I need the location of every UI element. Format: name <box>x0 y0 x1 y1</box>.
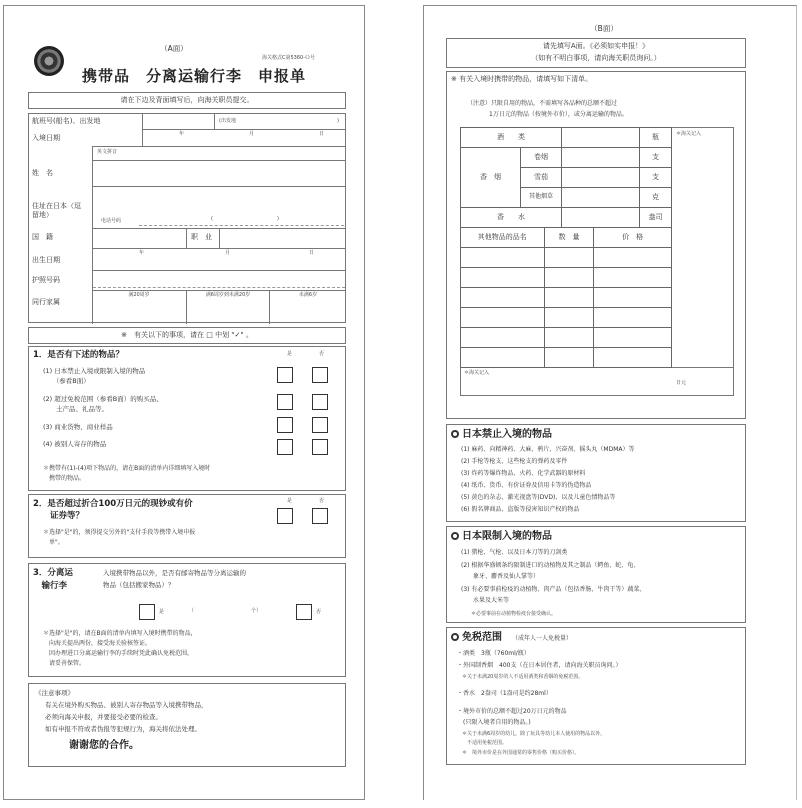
family-infant-field[interactable] <box>270 302 346 323</box>
entry-month-label: 月 <box>249 131 255 137</box>
prohibited-item: (2) 手枪等枪支、这些枪支的弹药及零件 <box>461 458 568 465</box>
q2-note-line-2: 单"。 <box>43 539 64 546</box>
q1-item-1-yes-checkbox[interactable] <box>277 367 293 383</box>
name-label: 姓 名 <box>32 169 53 177</box>
other-item-name-field[interactable] <box>461 348 545 368</box>
other-tobacco-unit: 克 <box>640 188 672 208</box>
q2-no-header: 否 <box>319 498 325 504</box>
q1-item-2-cont: 土产品、礼品等。 <box>43 405 108 413</box>
form-side-b <box>423 5 797 800</box>
q1-item-3-no-checkbox[interactable] <box>312 417 328 433</box>
departure-close: ) <box>337 118 339 124</box>
duty-free-item: 不适用免税范围。 <box>457 740 508 746</box>
duty-free-heading <box>451 631 572 645</box>
declaration-list-block <box>446 71 746 419</box>
family-label: 同行家属 <box>32 298 60 306</box>
other-item-name-field[interactable] <box>461 268 545 288</box>
other-item-price-field[interactable] <box>594 308 672 328</box>
q1-item-1-note: （参看B面） <box>43 377 90 385</box>
circle-bullet-icon <box>451 430 459 438</box>
prohibited-item: (4) 纸币、货币、有价证券及信用卡等的伪造物品 <box>461 482 592 489</box>
notice-line-3: 如有申报不符或者伪报等犯规行为，海关将依法处理。 <box>45 725 201 733</box>
family-col-child: 满6周岁到未满20岁 <box>205 292 251 298</box>
perfume-label: 香 水 <box>461 208 562 228</box>
q3-count-field[interactable] <box>197 605 247 619</box>
duty-free-block <box>446 627 746 765</box>
restricted-item: (2) 根据华盛顿条约限制进口的动植物及其之制品（鳄鱼、蛇、龟、 <box>461 562 640 569</box>
birth-year-label: 年 <box>139 250 145 256</box>
q1-item-1: (1) 日本禁止入境或限制入境的物品 <box>43 367 146 375</box>
circle-bullet-icon <box>451 532 459 540</box>
perfume-qty-field[interactable] <box>562 208 640 228</box>
alcohol-tobacco-table <box>460 127 672 228</box>
notice-block <box>28 683 346 767</box>
q1-item-4-no-checkbox[interactable] <box>312 439 328 455</box>
cigarettes-label: 卷烟 <box>521 148 562 168</box>
header-line-1: 请先填写A面。《必须如实申报！》 <box>542 42 650 50</box>
question-2-block <box>28 494 346 558</box>
duty-free-item: ・外国制香烟 400支（在日本居住者，请向海关职员询问。） <box>457 662 622 669</box>
prohibited-item: (1) 麻药、向精神药、大麻、鸦片、兴奋剂、摇头丸（MDMA）等 <box>461 446 635 453</box>
q1-item-4-yes-checkbox[interactable] <box>277 439 293 455</box>
other-item-qty-field[interactable] <box>544 308 594 328</box>
nationality-label: 国 籍 <box>32 233 53 241</box>
duty-free-item: ・境外市价的总额不超过20万日元的物品 <box>457 708 567 715</box>
other-item-qty-field[interactable] <box>544 288 594 308</box>
departure-field[interactable] <box>215 114 345 129</box>
q2-no-checkbox[interactable] <box>312 508 328 524</box>
q3-question-line-1: 入境携带物品以外，是否有邮寄物品等分离运输的 <box>103 569 246 577</box>
other-items-header-price: 价 格 <box>594 228 672 248</box>
q1-item-3: (3) 商业货物、商业样品 <box>43 423 113 431</box>
entry-date-label: 入境日期 <box>32 134 60 142</box>
customs-footer-note: ＊海关记入 <box>464 370 490 376</box>
form-code: 海关格式C第5360-Ｏ号 <box>262 55 316 61</box>
list-intro: ※ 有关入境时携带的物品，请填写如下清单。 <box>451 75 593 83</box>
passport-label: 护照号码 <box>32 276 60 284</box>
other-item-qty-field[interactable] <box>544 348 594 368</box>
restricted-item: (1) 猎枪、气枪、以及日本刀等的刀剑类 <box>461 549 568 556</box>
q1-item-2-no-checkbox[interactable] <box>312 394 328 410</box>
q3-no-checkbox[interactable] <box>296 604 312 620</box>
other-item-price-field[interactable] <box>594 268 672 288</box>
duty-free-item: (只限入境者自用的物品。) <box>457 719 531 726</box>
other-items-header-name: 其他物品的品名 <box>461 228 545 248</box>
q1-item-1-no-checkbox[interactable] <box>312 367 328 383</box>
q3-note-line-1: ＊选择"是"的，请在B面的清单内填写入境时携带的物品， <box>43 630 197 637</box>
check-instruction-text: ※ 有关以下的事项，请在 □ 中划 "✓" 。 <box>121 331 253 339</box>
cigars-label: 雪茄 <box>521 168 562 188</box>
q1-note-line-1: ＊携带有(1)-(4)项下物品的，请在B面的清单内详细填写入境时 <box>43 465 211 472</box>
q2-title-line-1: 2．是否超过折合100万日元的现钞或有价 <box>33 499 193 509</box>
alcohol-label: 酒 类 <box>461 128 562 148</box>
phone-close: ) <box>277 216 279 222</box>
restricted-item: (3) 有必要事前检疫的动植物、肉产品（包括香肠、牛肉干等）蔬菜、 <box>461 586 646 593</box>
birth-day-label: 日 <box>309 250 315 256</box>
prohibited-heading <box>451 428 552 442</box>
q3-question-line-2: 物品（包括搬家物品）？ <box>103 581 175 589</box>
other-items-table <box>460 227 672 368</box>
family-col-adult: 满20周岁 <box>128 292 150 298</box>
customs-use-note: ＊海关记入 <box>676 131 702 137</box>
question-3-block <box>28 563 346 677</box>
birth-month-label: 月 <box>225 250 231 256</box>
q3-yes-label: 是 <box>159 609 165 615</box>
q3-yes-checkbox[interactable] <box>139 604 155 620</box>
q3-note-line-2: 向海关提出两份，接受海关验核签证。 <box>43 640 152 647</box>
entry-year-label: 年 <box>179 131 185 137</box>
cigarettes-qty-field[interactable] <box>562 148 640 168</box>
q1-item-4: (4) 被别人寄存的物品 <box>43 440 107 448</box>
form-side-a <box>3 5 365 800</box>
customs-footer-box <box>460 368 734 396</box>
duty-free-subtitle: （成年人一人免税量） <box>512 635 573 642</box>
occupation-field[interactable] <box>220 229 346 248</box>
phone-label: 电话号码 <box>101 218 122 224</box>
q3-note-line-4: 请妥善保管。 <box>43 660 86 667</box>
other-item-qty-field[interactable] <box>544 328 594 348</box>
alcohol-unit: 瓶 <box>640 128 672 148</box>
birth-date-label: 出生日期 <box>32 256 60 264</box>
address-label: 住址在日本（逗留地） <box>32 202 81 220</box>
q2-title-line-2: 证券等？ <box>33 511 85 521</box>
prohibited-item: (5) 黄色的杂志、激光视盘等(DVD)、以及儿童色情物品等 <box>461 494 616 501</box>
prohibited-items-block <box>446 424 746 522</box>
notice-line-1: 有关在境外购买物品、被别人寄存物品等入境携带物品， <box>45 701 208 709</box>
side-b-label: （B面） <box>590 24 618 33</box>
instruction-text: 请在下边及背面填写后，向海关职员提交。 <box>120 96 254 104</box>
other-items-header-qty: 数 量 <box>544 228 594 248</box>
cigarettes-unit: 支 <box>640 148 672 168</box>
list-note-line-2: 1万日元的物品（按境外市价），或分离运输的物品。 <box>489 111 628 118</box>
family-col-infant: 未满6岁 <box>298 292 318 298</box>
phone-open: ( <box>211 216 213 222</box>
duty-free-item: ・酒类 3瓶（760ml/瓶） <box>457 650 530 657</box>
alcohol-qty-field[interactable] <box>562 128 640 148</box>
other-item-price-field[interactable] <box>594 248 672 268</box>
q1-title: 1．是否有下述的物品？ <box>33 350 124 360</box>
q3-title-line-1: 3．分离运 <box>33 568 73 578</box>
flight-number-field[interactable] <box>143 114 213 129</box>
other-tobacco-qty-field[interactable] <box>562 188 640 208</box>
restricted-item: 象牙、麝香及仙人掌等） <box>461 573 540 580</box>
cigars-unit: 支 <box>640 168 672 188</box>
duty-free-item: ・香水 2盎司（1盎司是约28ml） <box>457 690 552 697</box>
q2-yes-header: 是 <box>287 498 293 504</box>
q3-count-unit: 个） <box>251 608 262 614</box>
nationality-field[interactable] <box>93 229 185 248</box>
restricted-item: 水果及大米等 <box>461 597 510 604</box>
other-item-name-field[interactable] <box>461 288 545 308</box>
other-tobacco-label: 其他烟草 <box>521 188 562 208</box>
prohibited-title: 日本禁止入境的物品 <box>462 429 552 440</box>
q1-item-3-yes-checkbox[interactable] <box>277 417 293 433</box>
check-instruction-banner <box>28 327 346 344</box>
occupation-label: 职 业 <box>191 233 212 241</box>
departure-hint: (出发地 <box>219 118 236 124</box>
cigars-qty-field[interactable] <box>562 168 640 188</box>
tobacco-label: 香 烟 <box>461 148 521 208</box>
restricted-heading <box>451 530 552 544</box>
notice-thanks: 谢谢您的合作。 <box>69 740 139 751</box>
duty-free-title: 免税范围 <box>462 632 502 643</box>
question-1-block <box>28 346 346 491</box>
address-field[interactable] <box>93 187 346 215</box>
restricted-note: ＊必要事前在动植物检疫台接受确认。 <box>471 611 557 617</box>
name-field[interactable] <box>93 161 346 185</box>
form-title: 携带品 分离运输行李 申报单 <box>81 67 306 85</box>
family-adult-field[interactable] <box>93 302 185 323</box>
customs-footer-unit: 日元 <box>676 380 687 386</box>
passport-field[interactable] <box>93 287 345 288</box>
prohibited-item: (3) 炸药等爆炸物品、火药、化学武器的原材料 <box>461 470 586 477</box>
phone-field[interactable] <box>139 225 344 226</box>
q3-count-open: （ <box>189 608 195 614</box>
flight-label: 航班号(船名)、出发地 <box>32 117 101 125</box>
other-item-price-field[interactable] <box>594 348 672 368</box>
q2-note-line-1: ＊选择"是"的，须得提交另外的"支付手段等携带入境申报 <box>43 529 196 536</box>
personal-info-block <box>28 113 346 323</box>
other-item-qty-field[interactable] <box>544 268 594 288</box>
q1-yes-header: 是 <box>287 351 293 357</box>
instruction-banner <box>28 92 346 109</box>
notice-title: 《注意事项》 <box>35 689 74 697</box>
other-item-name-field[interactable] <box>461 308 545 328</box>
customs-use-column <box>672 127 734 368</box>
q1-item-2: (2) 超过免税范围（参看B面）的购买品、 <box>43 395 163 403</box>
family-child-field[interactable] <box>187 302 269 323</box>
q3-no-label: 否 <box>316 609 322 615</box>
other-item-price-field[interactable] <box>594 328 672 348</box>
list-note-line-1: （注意）只限自用的物品，不需填写各品种的总额不超过 <box>467 100 618 107</box>
q3-title-line-2: 输行李 <box>33 581 68 591</box>
header-line-2: （如有不明白事项，请向海关职员询问。） <box>531 54 661 62</box>
perfume-unit: 盎司 <box>640 208 672 228</box>
entry-day-label: 日 <box>319 131 325 137</box>
entry-date-field[interactable] <box>143 130 346 146</box>
birth-date-field[interactable] <box>93 249 346 269</box>
other-item-price-field[interactable] <box>594 288 672 308</box>
other-item-name-field[interactable] <box>461 328 545 348</box>
other-item-name-field[interactable] <box>461 248 545 268</box>
side-b-header <box>446 38 746 68</box>
duty-free-item: ＊关于未满20周岁的人不适用酒类和香烟的免税范围。 <box>457 674 584 680</box>
duty-free-item: ＊ 境外市价是在外国通常的零售价格（购买价格）。 <box>457 750 580 756</box>
q1-no-header: 否 <box>319 351 325 357</box>
restricted-title: 日本限制入境的物品 <box>462 531 552 542</box>
circle-bullet-icon <box>451 633 459 641</box>
customs-seal-icon <box>34 46 64 76</box>
side-a-label: （A面） <box>160 44 188 53</box>
q2-yes-checkbox[interactable] <box>277 508 293 524</box>
q1-item-2-yes-checkbox[interactable] <box>277 394 293 410</box>
q1-note-line-2: 携带的物品。 <box>43 475 86 482</box>
notice-line-2: 必须向海关申报，并要接受必要的检查。 <box>45 713 162 721</box>
prohibited-item: (6) 假名牌商品、盗版等侵害知识产权的物品 <box>461 506 580 513</box>
duty-free-item: ＊关于未满6周岁的幼儿，除了玩具等幼儿本人使用的物品以外， <box>457 731 606 737</box>
q3-note-line-3: 因办理进口分离运输行李的手续时凭此确认免税范围， <box>43 650 194 657</box>
name-hint: 英文拼音 <box>97 149 118 155</box>
other-item-qty-field[interactable] <box>544 248 594 268</box>
restricted-items-block <box>446 526 746 623</box>
